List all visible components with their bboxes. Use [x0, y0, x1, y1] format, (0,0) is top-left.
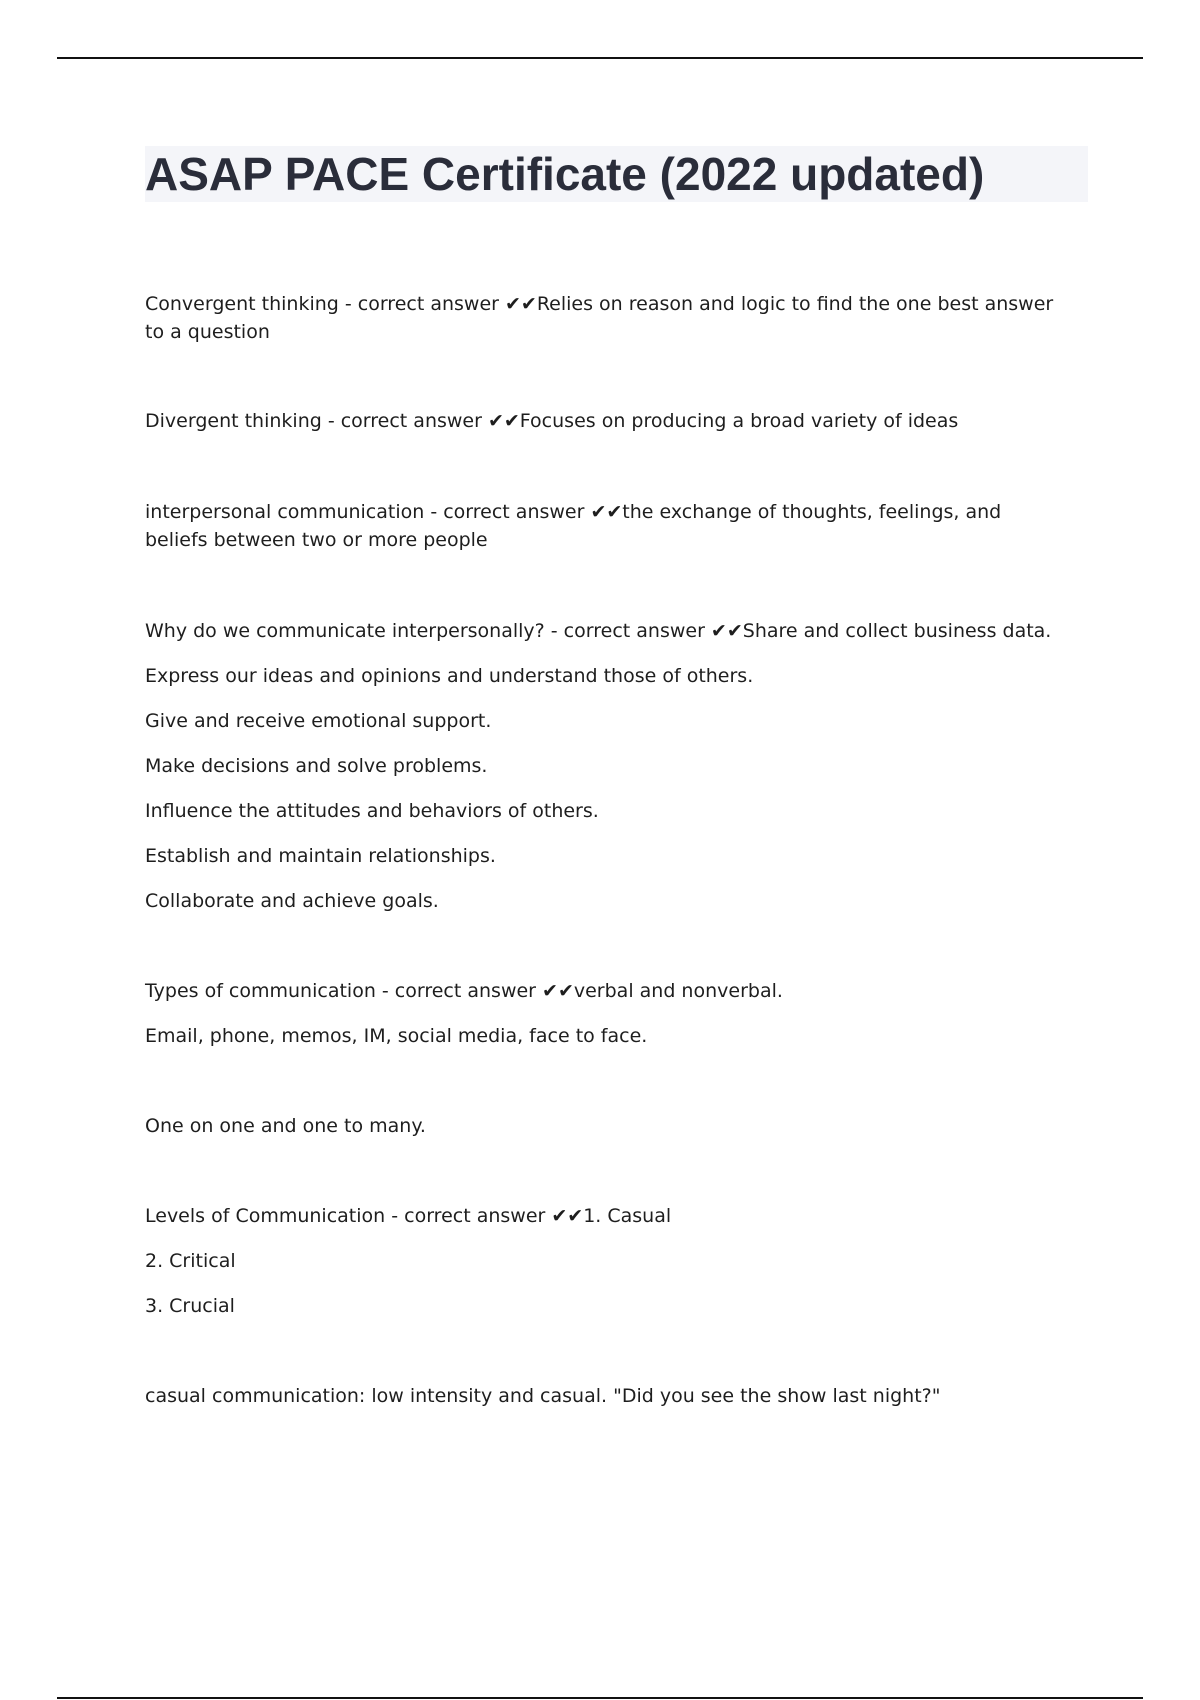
- list-item: Why do we communicate interpersonally? - correct answer ✔✔Share and collect business data.: [145, 620, 1052, 642]
- list-item: Email, phone, memos, IM, social media, face to face.: [145, 1025, 648, 1047]
- entry-convergent-thinking: Convergent thinking - correct answer ✔✔Relies on reason and logic to find the one best answer to a question: [145, 293, 1054, 343]
- list-item: 2. Critical: [145, 1250, 236, 1272]
- entry-levels-of-communication: [145, 1202, 1065, 1320]
- entry-interpersonal-communication: interpersonal communication - correct answer ✔✔the exchange of thoughts, feelings, and beliefs between two or more people: [145, 501, 1002, 551]
- entry-casual-communication: casual communication: low intensity and casual. "Did you see the show last night?": [145, 1385, 941, 1407]
- list-item: Make decisions and solve problems.: [145, 755, 488, 777]
- list-item: Influence the attitudes and behaviors of others.: [145, 800, 599, 822]
- top-rule: [57, 57, 1143, 59]
- bottom-rule: [57, 1697, 1143, 1699]
- document-body: [145, 290, 1065, 1410]
- list-item: Express our ideas and opinions and understand those of others.: [145, 665, 754, 687]
- entry-one-on-one: One on one and one to many.: [145, 1115, 426, 1137]
- list-item: Establish and maintain relationships.: [145, 845, 496, 867]
- list-item: Collaborate and achieve goals.: [145, 890, 439, 912]
- entry-why-communicate: [145, 617, 1065, 915]
- entry-types-of-communication: [145, 977, 1065, 1050]
- document-title: ASAP PACE Certificate (2022 updated): [145, 148, 985, 200]
- list-item: Types of communication - correct answer ✔✔verbal and nonverbal.: [145, 980, 783, 1002]
- list-item: Give and receive emotional support.: [145, 710, 492, 732]
- list-item: 3. Crucial: [145, 1295, 235, 1317]
- entry-divergent-thinking: Divergent thinking - correct answer ✔✔Focuses on producing a broad variety of ideas: [145, 410, 959, 432]
- list-item: Levels of Communication - correct answer ✔✔1. Casual: [145, 1205, 672, 1227]
